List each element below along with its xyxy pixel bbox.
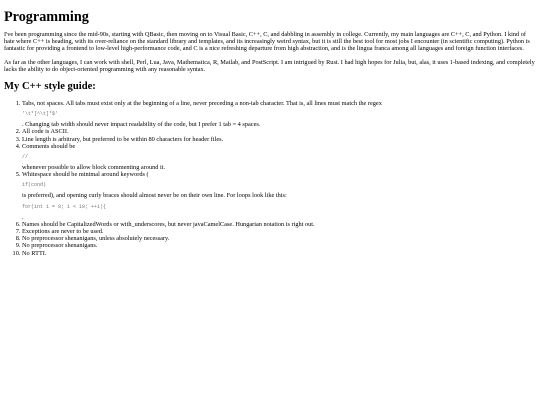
tabs-regex-code: '\t*[^\t]*$' (22, 111, 59, 118)
list-item-preprocessor-unless: 8. No preprocessor shenanigans, unless absolutely necessary. (22, 235, 536, 242)
list-item-whitespace (22, 171, 536, 221)
list-item-rtti: 10. No RTTI. (22, 250, 536, 257)
style-guide-list (4, 100, 536, 257)
tabs-rule-text: Tabs, not spaces. All tabs must exist only at the beginning of a line, never preceding a non-tab character. That is, all lines must match the regex (22, 100, 382, 108)
page-title: Programming (4, 9, 89, 25)
intro-paragraph-languages: I've been programming since the mid-90s, starting with QBasic, then moving on to Visual Basic, C++, C, and dabbling in assembly in college. Currently, my main languages are C++, C, and Python. I kind of hate where C++ is heading, with its over-reliance on the standard library and templates, and its increasingly weird syntax, but it is still the best tool for most jobs I encounter (in scientific computing). Python is fantastic for providing a frontend to low-level high-performance code, and C is a nice refreshing departure from high abstraction, and is the lingua franca among all languages and foreign function interfaces. (4, 31, 530, 53)
list-item-line-length: 3. Line length is arbitrary, but preferred to be within 80 characters for header files. (22, 136, 536, 143)
intro-paragraph-other-languages: As far as the other languages, I can work with shell, Perl, Lua, Java, Mathematica, R, Matlab, and PostScript. I am intrigued by Rust. I had high hopes for Julia, but, alas, it uses 1-based indexing, and completely lacks the ability to do object-oriented programming with any reasonable syntax. (4, 58, 535, 73)
comment-style-code: // (22, 154, 29, 161)
list-item-preprocessor: 9. No preprocessor shenanigans. (22, 242, 536, 249)
whitespace-rule-middle: is preferred), and opening curly braces should almost never be on their own line. For loops look like this: (22, 192, 287, 200)
list-item-ascii: 2. All code is ASCII. (22, 128, 536, 135)
whitespace-rule-after: . (22, 213, 24, 221)
for-loop-code: for(int i = 0; i < 10; ++i){ (22, 203, 107, 210)
list-item-names: 6. Names should be CapitalizedWords or with_underscores, but never javaCamelCase. Hungarian notation is right out. (22, 221, 536, 228)
comments-rule-after: whenever possible to allow block commenting around it. (22, 164, 166, 172)
list-item-comments (22, 143, 536, 171)
list-item-exceptions: 7. Exceptions are never to be used. (22, 228, 536, 235)
whitespace-rule-text: Whitespace should be minimal around keywords ( (22, 171, 149, 179)
style-guide-heading: My C++ style guide: (4, 81, 96, 93)
comments-rule-text: Comments should be (22, 142, 76, 150)
if-cond-code: if(cond) (22, 182, 47, 189)
list-item-tabs (22, 100, 536, 128)
tabs-rule-after: . Changing tab width should never impact readability of the code, but I prefer 1 tab = 4 spaces. (22, 121, 261, 129)
